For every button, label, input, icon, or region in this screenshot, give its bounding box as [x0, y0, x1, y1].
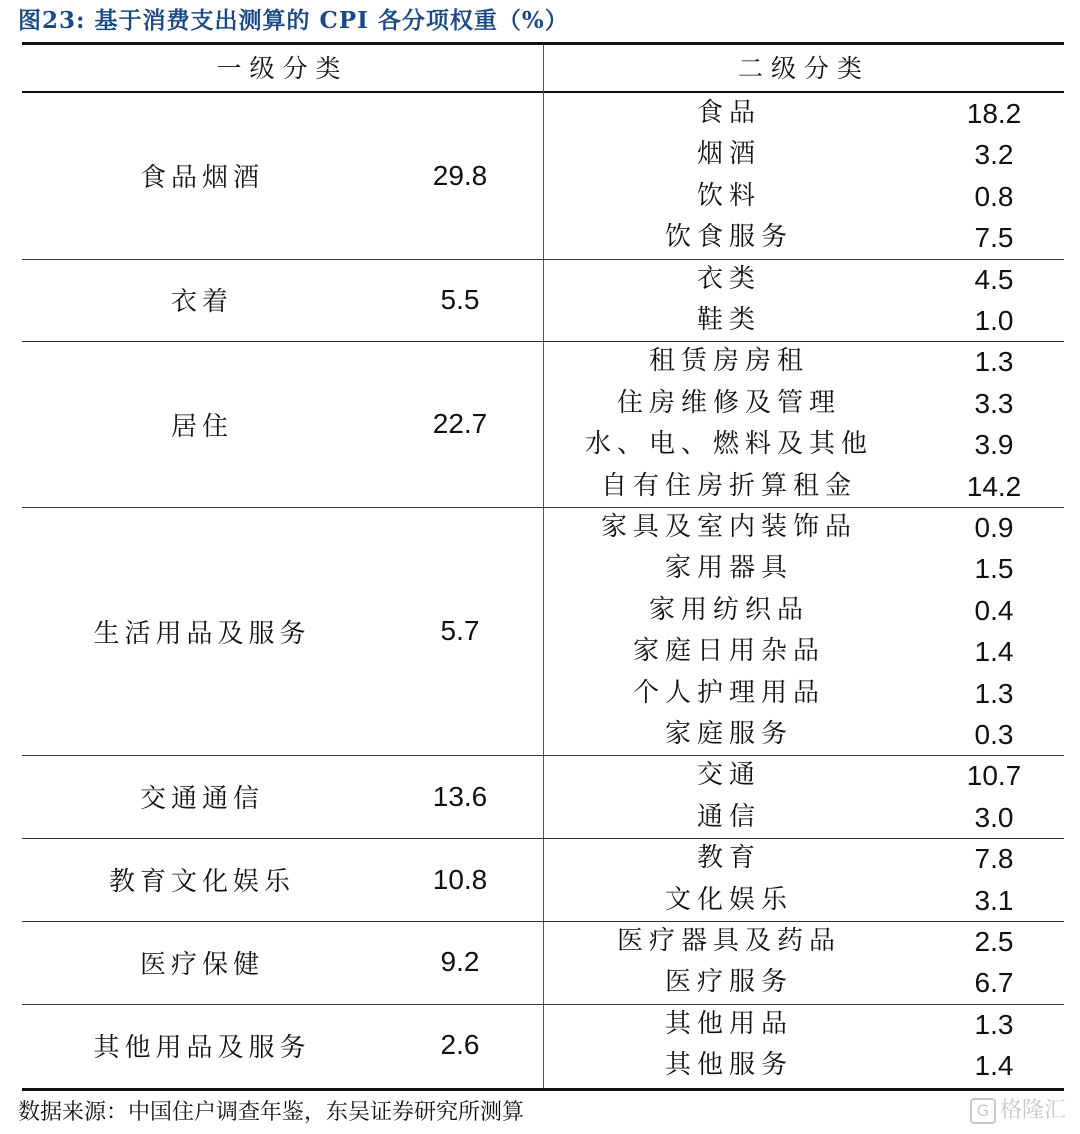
level1-name: 衣着	[170, 287, 233, 318]
level1-value: 5.5	[440, 283, 480, 315]
level2-name: 家庭日用杂品	[632, 636, 825, 667]
level2-name: 文化娱乐	[664, 884, 793, 915]
level2-name: 烟酒	[696, 139, 761, 170]
sub-row	[544, 341, 1064, 382]
sub-row	[544, 176, 1064, 217]
sub-row	[544, 383, 1064, 424]
sub-row	[544, 300, 1064, 341]
sub-row	[544, 548, 1064, 589]
level2-value: 0.8	[974, 180, 1014, 212]
sub-row	[544, 962, 1064, 1003]
level2-value: 3.9	[974, 429, 1014, 461]
sub-row	[544, 424, 1064, 465]
level2-name: 家庭服务	[664, 719, 793, 749]
level2-value: 1.3	[974, 346, 1014, 378]
level1-value: 9.2	[440, 946, 480, 978]
level2-value: 1.4	[974, 1050, 1014, 1082]
level2-name: 家用器具	[664, 553, 793, 584]
level2-value: 10.7	[966, 760, 1022, 792]
level2-value: 18.2	[966, 98, 1022, 129]
source-note: 数据来源：中国住户调查年鉴，东吴证券研究所测算	[18, 1100, 525, 1125]
sub-row	[544, 1004, 1064, 1045]
figure-title: 图23: 基于消费支出测算的 CPI 各分项权重（%）	[18, 7, 569, 34]
level2-value: 3.0	[974, 801, 1014, 833]
level2-name: 医疗器具及药品	[616, 926, 841, 956]
level2-name: 教育	[696, 843, 761, 874]
level1-value: 10.8	[432, 863, 488, 895]
level2-value: 3.1	[974, 884, 1014, 916]
sub-row	[544, 714, 1064, 755]
level1-name: 医疗保健	[139, 949, 264, 980]
level2-name: 家具及室内装饰品	[600, 512, 857, 542]
level2-name: 个人护理用品	[632, 677, 825, 708]
level2-value: 1.3	[974, 1008, 1014, 1040]
level1-value: 2.6	[440, 1029, 480, 1061]
sub-row	[544, 755, 1064, 796]
sub-row	[544, 631, 1064, 672]
level2-value: 0.3	[974, 719, 1014, 750]
level2-name: 住房维修及管理	[616, 387, 841, 418]
level1-value: 22.7	[432, 408, 488, 440]
level1-name: 居住	[170, 411, 233, 442]
level2-value: 3.2	[974, 139, 1014, 171]
level2-value: 2.5	[974, 926, 1014, 957]
level2-value: 1.5	[974, 553, 1014, 585]
level1-name: 食品烟酒	[139, 163, 264, 194]
level2-name: 饮料	[696, 180, 761, 211]
level2-name: 交通	[696, 760, 761, 791]
level2-name: 水、电、燃料及其他	[584, 429, 873, 460]
level2-value: 0.9	[974, 512, 1014, 543]
level2-value: 6.7	[974, 967, 1014, 999]
sub-row	[544, 259, 1064, 300]
level1-name: 生活用品及服务	[93, 618, 311, 649]
level2-value: 1.3	[974, 677, 1014, 709]
level2-name: 家用纺织品	[648, 594, 809, 625]
level2-name: 其他用品	[664, 1008, 793, 1039]
level1-name: 教育文化娱乐	[108, 867, 295, 898]
level1-name: 交通通信	[139, 784, 264, 815]
sub-row	[544, 134, 1064, 175]
level2-value: 1.0	[974, 305, 1014, 336]
sub-row	[544, 507, 1064, 548]
sub-row	[544, 880, 1064, 921]
level2-name: 衣类	[696, 263, 761, 294]
sub-row	[544, 590, 1064, 631]
level2-name: 饮食服务	[664, 222, 793, 253]
level2-value: 7.8	[974, 843, 1014, 875]
sub-row	[544, 466, 1064, 507]
level1-value: 5.7	[440, 615, 480, 647]
sub-row	[544, 797, 1064, 838]
level1-value: 29.8	[432, 159, 488, 191]
level2-name: 租赁房房租	[648, 346, 809, 377]
sub-row	[544, 673, 1064, 714]
level2-value: 3.3	[974, 387, 1014, 419]
sub-row	[544, 838, 1064, 879]
sub-row	[544, 1045, 1064, 1086]
watermark-text: 格隆汇	[999, 1098, 1066, 1123]
sub-row	[544, 93, 1064, 134]
watermark	[970, 1096, 1066, 1126]
level2-value: 14.2	[966, 470, 1022, 502]
level2-value: 7.5	[974, 222, 1014, 254]
level2-value: 0.4	[974, 594, 1014, 626]
level1-value: 13.6	[432, 780, 488, 812]
bottom-rule	[22, 1088, 1064, 1091]
level2-value: 1.4	[974, 636, 1014, 668]
sub-row	[544, 217, 1064, 258]
level2-name: 医疗服务	[664, 967, 793, 998]
header-level2: 二级分类	[737, 54, 870, 83]
sub-row	[544, 921, 1064, 962]
level2-name: 其他服务	[664, 1050, 793, 1081]
level1-name: 其他用品及服务	[93, 1032, 311, 1063]
level2-value: 4.5	[974, 263, 1014, 295]
g-logo-icon: G	[970, 1098, 996, 1124]
level2-name: 通信	[696, 801, 761, 832]
level2-name: 自有住房折算租金	[600, 470, 857, 501]
level2-name: 食品	[696, 98, 761, 128]
header-level1: 一级分类	[216, 54, 349, 83]
level2-name: 鞋类	[696, 305, 761, 335]
